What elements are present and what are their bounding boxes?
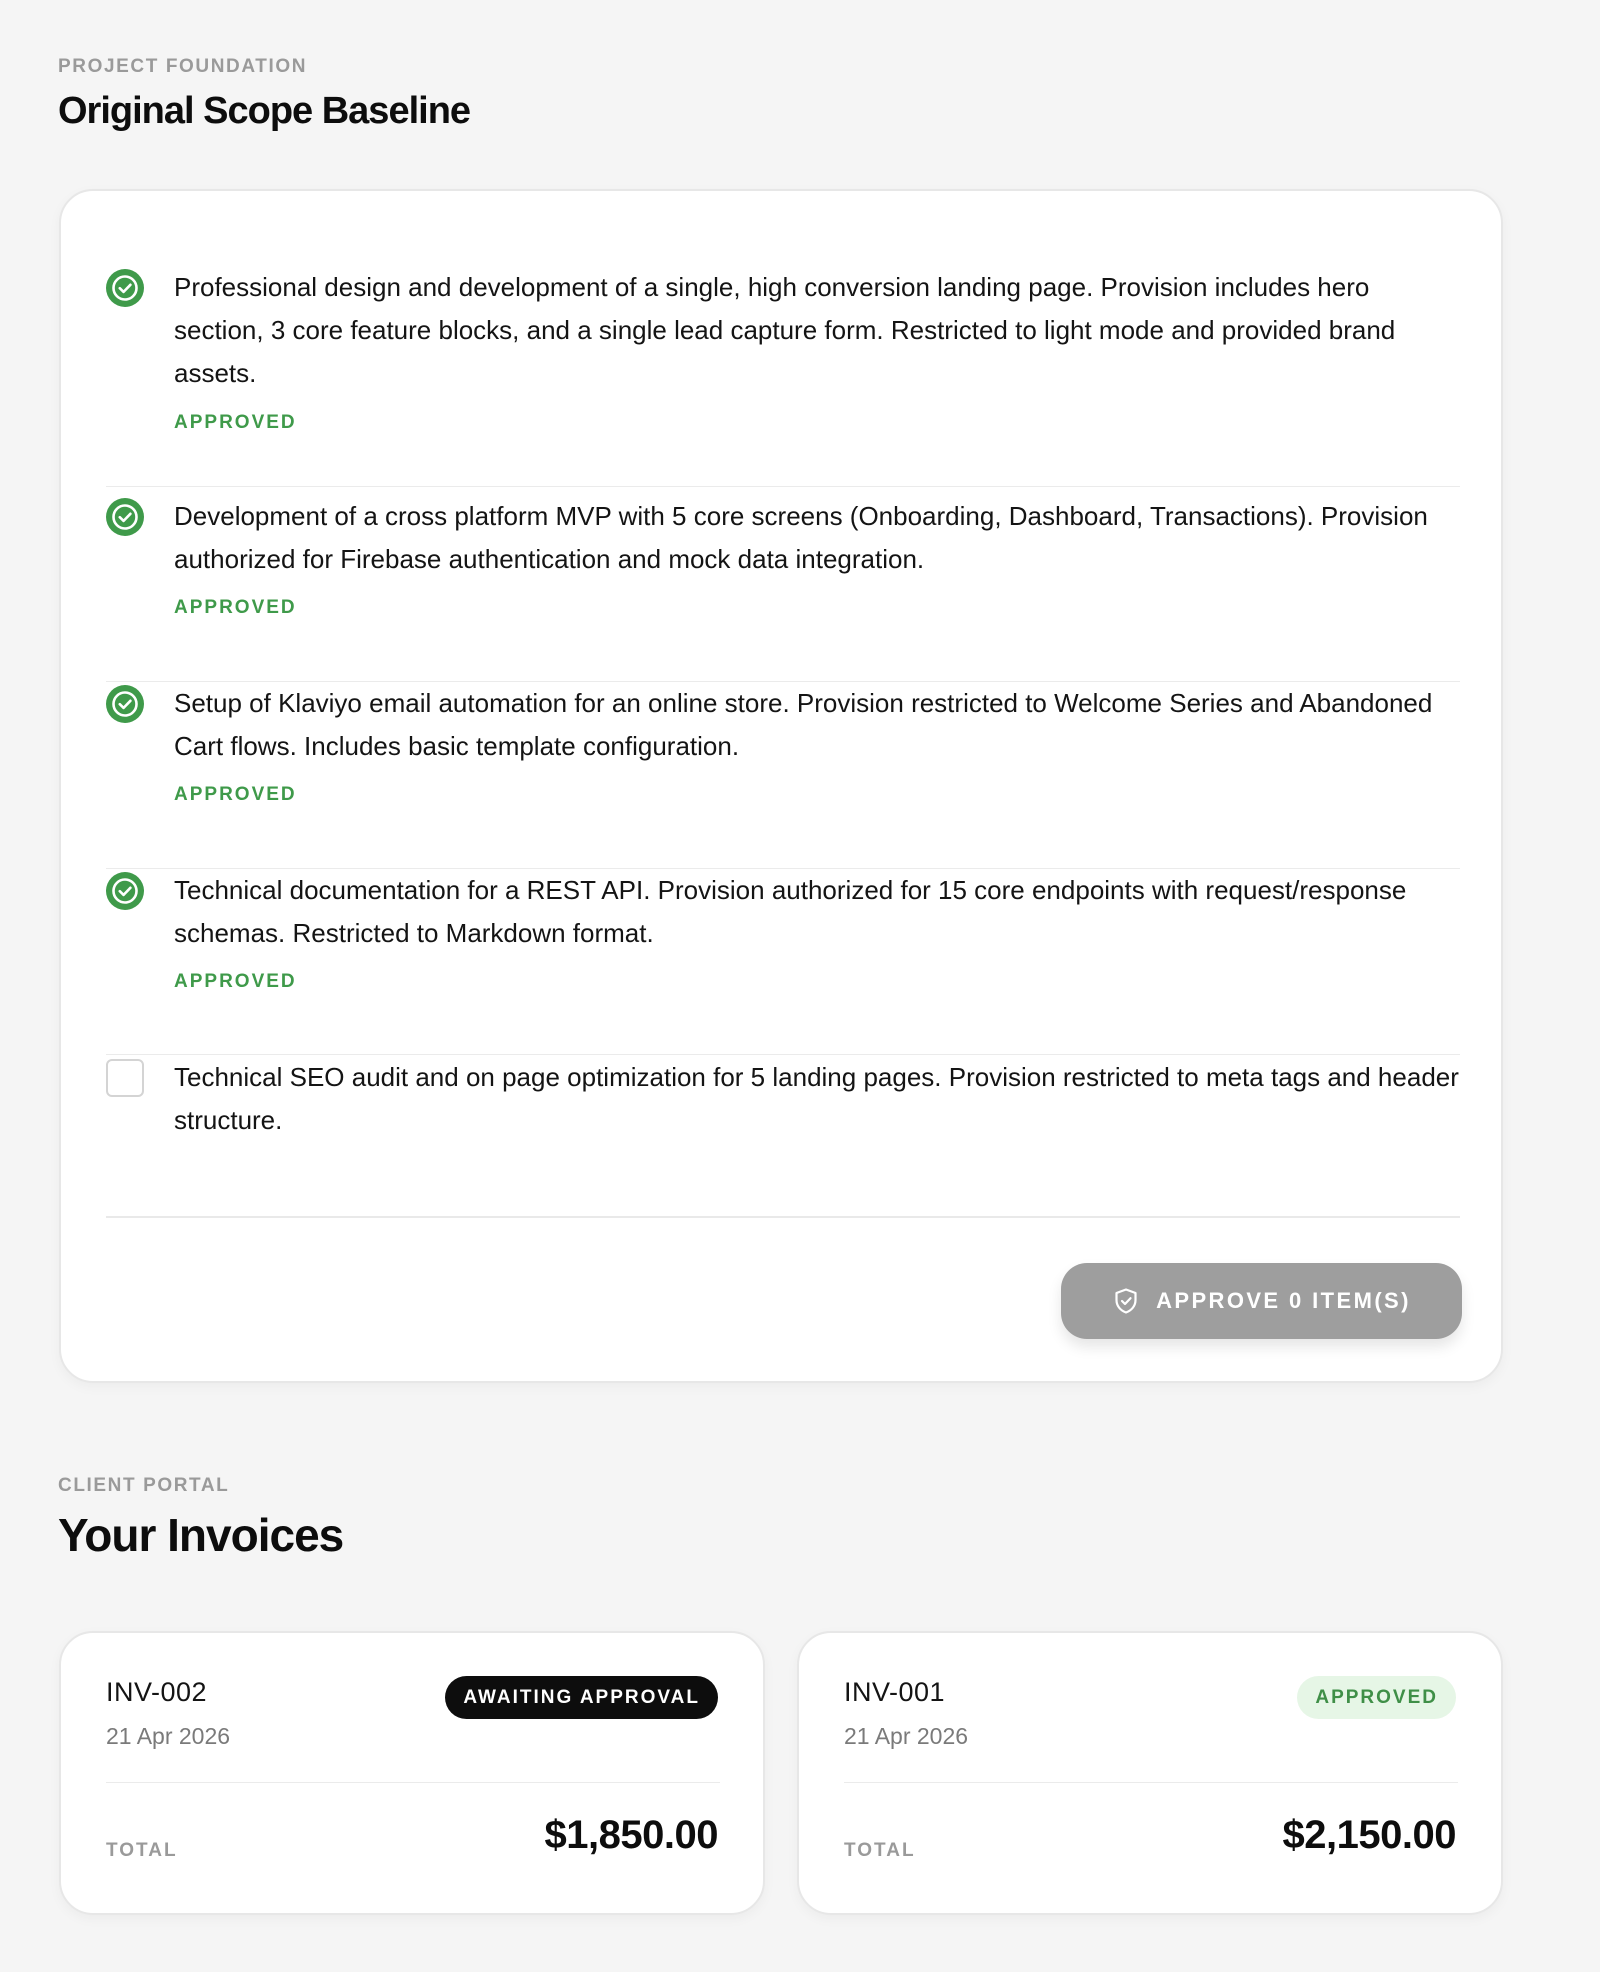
divider: [106, 1782, 720, 1783]
scope-item[interactable]: [106, 495, 1460, 682]
approve-button[interactable]: [1061, 1263, 1462, 1339]
scope-item-text: Development of a cross platform MVP with 5 core screens (Onboarding, Dashboard, Transactions). Provision authorized for Firebase authentication and mock data integration.: [174, 501, 1428, 574]
scope-item[interactable]: [106, 682, 1460, 869]
check-circle-icon[interactable]: [106, 269, 144, 307]
total-label: TOTAL: [844, 1840, 916, 1861]
scope-item[interactable]: [106, 1056, 1460, 1176]
scope-item-text: Setup of Klaviyo email automation for an online store. Provision restricted to Welcome Series and Abandoned Cart flows. Includes basic template configuration.: [174, 688, 1433, 761]
total-amount: $2,150.00: [1282, 1813, 1456, 1857]
status-label: APPROVED: [174, 784, 297, 805]
checkbox-icon[interactable]: [106, 1059, 144, 1097]
invoice-card[interactable]: [797, 1631, 1503, 1915]
invoice-card[interactable]: [59, 1631, 765, 1915]
status-badge: AWAITING APPROVAL: [445, 1676, 718, 1719]
section-eyebrow: CLIENT PORTAL: [58, 1475, 230, 1496]
scope-item[interactable]: [106, 869, 1460, 1055]
divider: [106, 1216, 1460, 1218]
shield-check-icon: [1112, 1287, 1140, 1315]
total-label: TOTAL: [106, 1840, 178, 1861]
scope-item[interactable]: [106, 266, 1460, 487]
approve-button-label: APPROVE 0 ITEM(S): [1156, 1288, 1411, 1313]
status-badge: APPROVED: [1297, 1676, 1456, 1719]
page-title: Original Scope Baseline: [58, 90, 471, 132]
scope-item-text: Technical SEO audit and on page optimization for 5 landing pages. Provision restricted to meta tags and header structure.: [174, 1062, 1459, 1135]
check-circle-icon[interactable]: [106, 498, 144, 536]
invoice-number: INV-002: [106, 1677, 208, 1707]
invoice-number: INV-001: [844, 1677, 946, 1707]
invoice-date: 21 Apr 2026: [106, 1723, 231, 1749]
status-label: APPROVED: [174, 971, 297, 992]
scope-card: [59, 189, 1503, 1383]
section-eyebrow: PROJECT FOUNDATION: [58, 56, 308, 77]
section-title: Your Invoices: [58, 1509, 344, 1561]
total-amount: $1,850.00: [544, 1813, 718, 1857]
check-circle-icon[interactable]: [106, 872, 144, 910]
invoice-date: 21 Apr 2026: [844, 1723, 969, 1749]
scope-item-text: Professional design and development of a single, high conversion landing page. Provision includes hero section, 3 core feature blocks, and a single lead capture form. Restricted to light mode and provided brand assets.: [174, 272, 1396, 388]
status-label: APPROVED: [174, 597, 297, 618]
divider: [844, 1782, 1458, 1783]
check-circle-icon[interactable]: [106, 685, 144, 723]
status-label: APPROVED: [174, 412, 297, 433]
scope-item-text: Technical documentation for a REST API. Provision authorized for 15 core endpoints with request/response schemas. Restricted to Markdown format.: [174, 875, 1407, 948]
